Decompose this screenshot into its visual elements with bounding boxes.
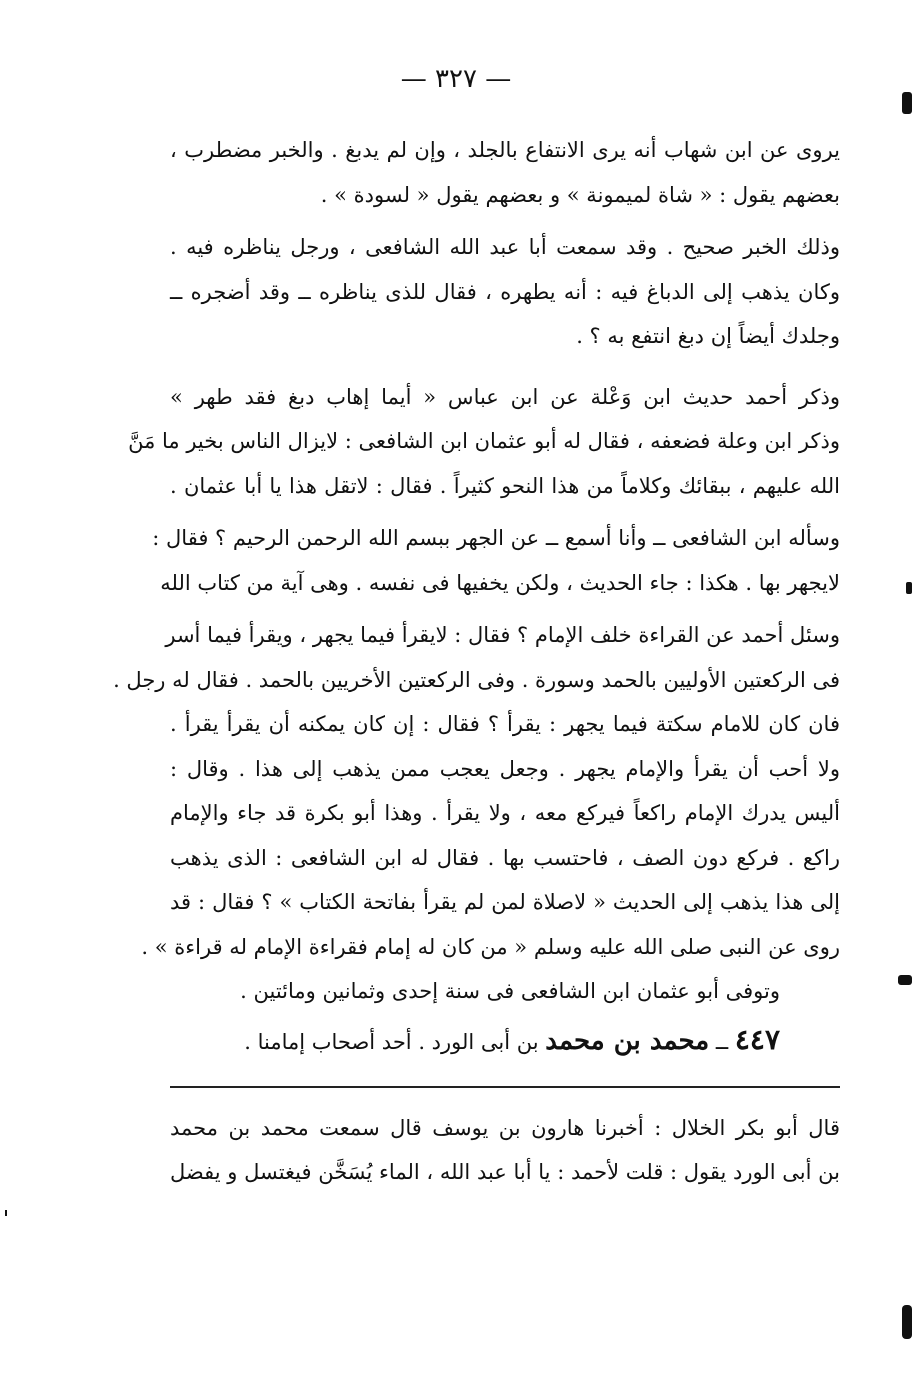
scan-mark [898,975,912,985]
scan-mark [906,582,912,594]
entry-name: محمد بن محمد [545,1025,710,1056]
entry-description: بن أبى الورد . أحد أصحاب إمامنا . [244,1029,546,1054]
text-line: إلى هذا يذهب إلى الحديث « لاصلاة لمن لم يقرأ بفاتحة الكتاب » ؟ فقال : قد [170,890,840,914]
text-line: وجلدك أيضاً إن دبغ انتفع به ؟ . [576,324,840,348]
text-line: روى عن النبى صلى الله عليه وسلم « من كان له إمام فقراءة الإمام له قراءة » . [141,934,840,959]
section-divider [170,1086,840,1088]
text-line: وذلك الخبر صحيح . وقد سمعت أبا عبد الله الشافعى ، ورجل يناظره فيه . [170,235,840,259]
text-line: وسئل أحمد عن القراءة خلف الإمام ؟ فقال : لايقرأ فيما يجهر ، ويقرأ فيما أسر [165,623,840,647]
text-line: راكع . فركع دون الصف ، فاحتسب بها . فقال له ابن الشافعى : الذى يذهب [170,845,840,870]
text-line: وذكر ابن وعلة فضعفه ، فقال له أبو عثمان ابن الشافعى : لايزال الناس بخير ما مَنَّ [128,429,840,453]
text-line: فان كان للامام سكتة فيما يجهر : يقرأ ؟ فقال : إن كان يمكنه أن يقرأ يقرأ . [170,712,840,736]
text-line: بعضهم يقول : « شاة لميمونة » و بعضهم يقول « لسودة » . [320,182,840,207]
text-line: وذكر أحمد حديث ابن وَعْلة عن ابن عباس « أيما إهاب دبغ فقد طهر » [170,384,840,409]
text-line: بن أبى الورد يقول : قلت لأحمد : يا أبا عبد الله ، الماء يُسَخَّن فيغتسل و يفضل [170,1160,840,1184]
entry-dash: ــ [709,1029,735,1054]
text-line: وتوفى أبو عثمان ابن الشافعى فى سنة إحدى وثمانين ومائتين . [240,979,780,1003]
text-line: وكان يذهب إلى الدباغ فيه : أنه يطهره ، فقال للذى يناظره ــ وقد أضجره ــ [170,279,840,304]
text-line: الله عليهم ، ببقائك وكلاماً من هذا النحو كثيراً . فقال : لاتقل هذا يا أبا عثمان . [170,473,840,498]
scan-mark [5,1210,7,1216]
text-line: ولا أحب أن يقرأ والإمام يجهر . وجعل يعجب ممن يذهب إلى هذا . وقال : [170,756,840,781]
entry-heading [170,1014,840,1066]
text-line: وسأله ابن الشافعى ــ وأنا أسمع ــ عن الجهر ببسم الله الرحمن الرحيم ؟ فقال : [152,526,840,550]
text-line: قال أبو بكر الخلال : أخبرنا هارون بن يوسف قال سمعت محمد بن محمد [170,1115,840,1140]
entry-number: ٤٤٧ [734,1022,780,1056]
text-line: فى الركعتين الأوليين بالحمد وسورة . وفى الركعتين الأخريين بالحمد . فقال له رجل . [113,667,840,692]
text-line: لايجهر بها . هكذا : جاء الحديث ، ولكن يخفيها فى نفسه . وهى آية من كتاب الله [160,570,840,595]
text-line: يروى عن ابن شهاب أنه يرى الانتفاع بالجلد ، وإن لم يدبغ . والخبر مضطرب ، [170,138,840,162]
text-line: أليس يدرك الإمام راكعاً فيركع معه ، ولا يقرأ . وهذا أبو بكرة قد جاء والإمام [170,801,840,825]
scan-mark [902,1305,912,1339]
page-number: — ٣٢٧ — [400,64,512,94]
body-text [113,128,840,1195]
scan-mark [902,92,912,114]
